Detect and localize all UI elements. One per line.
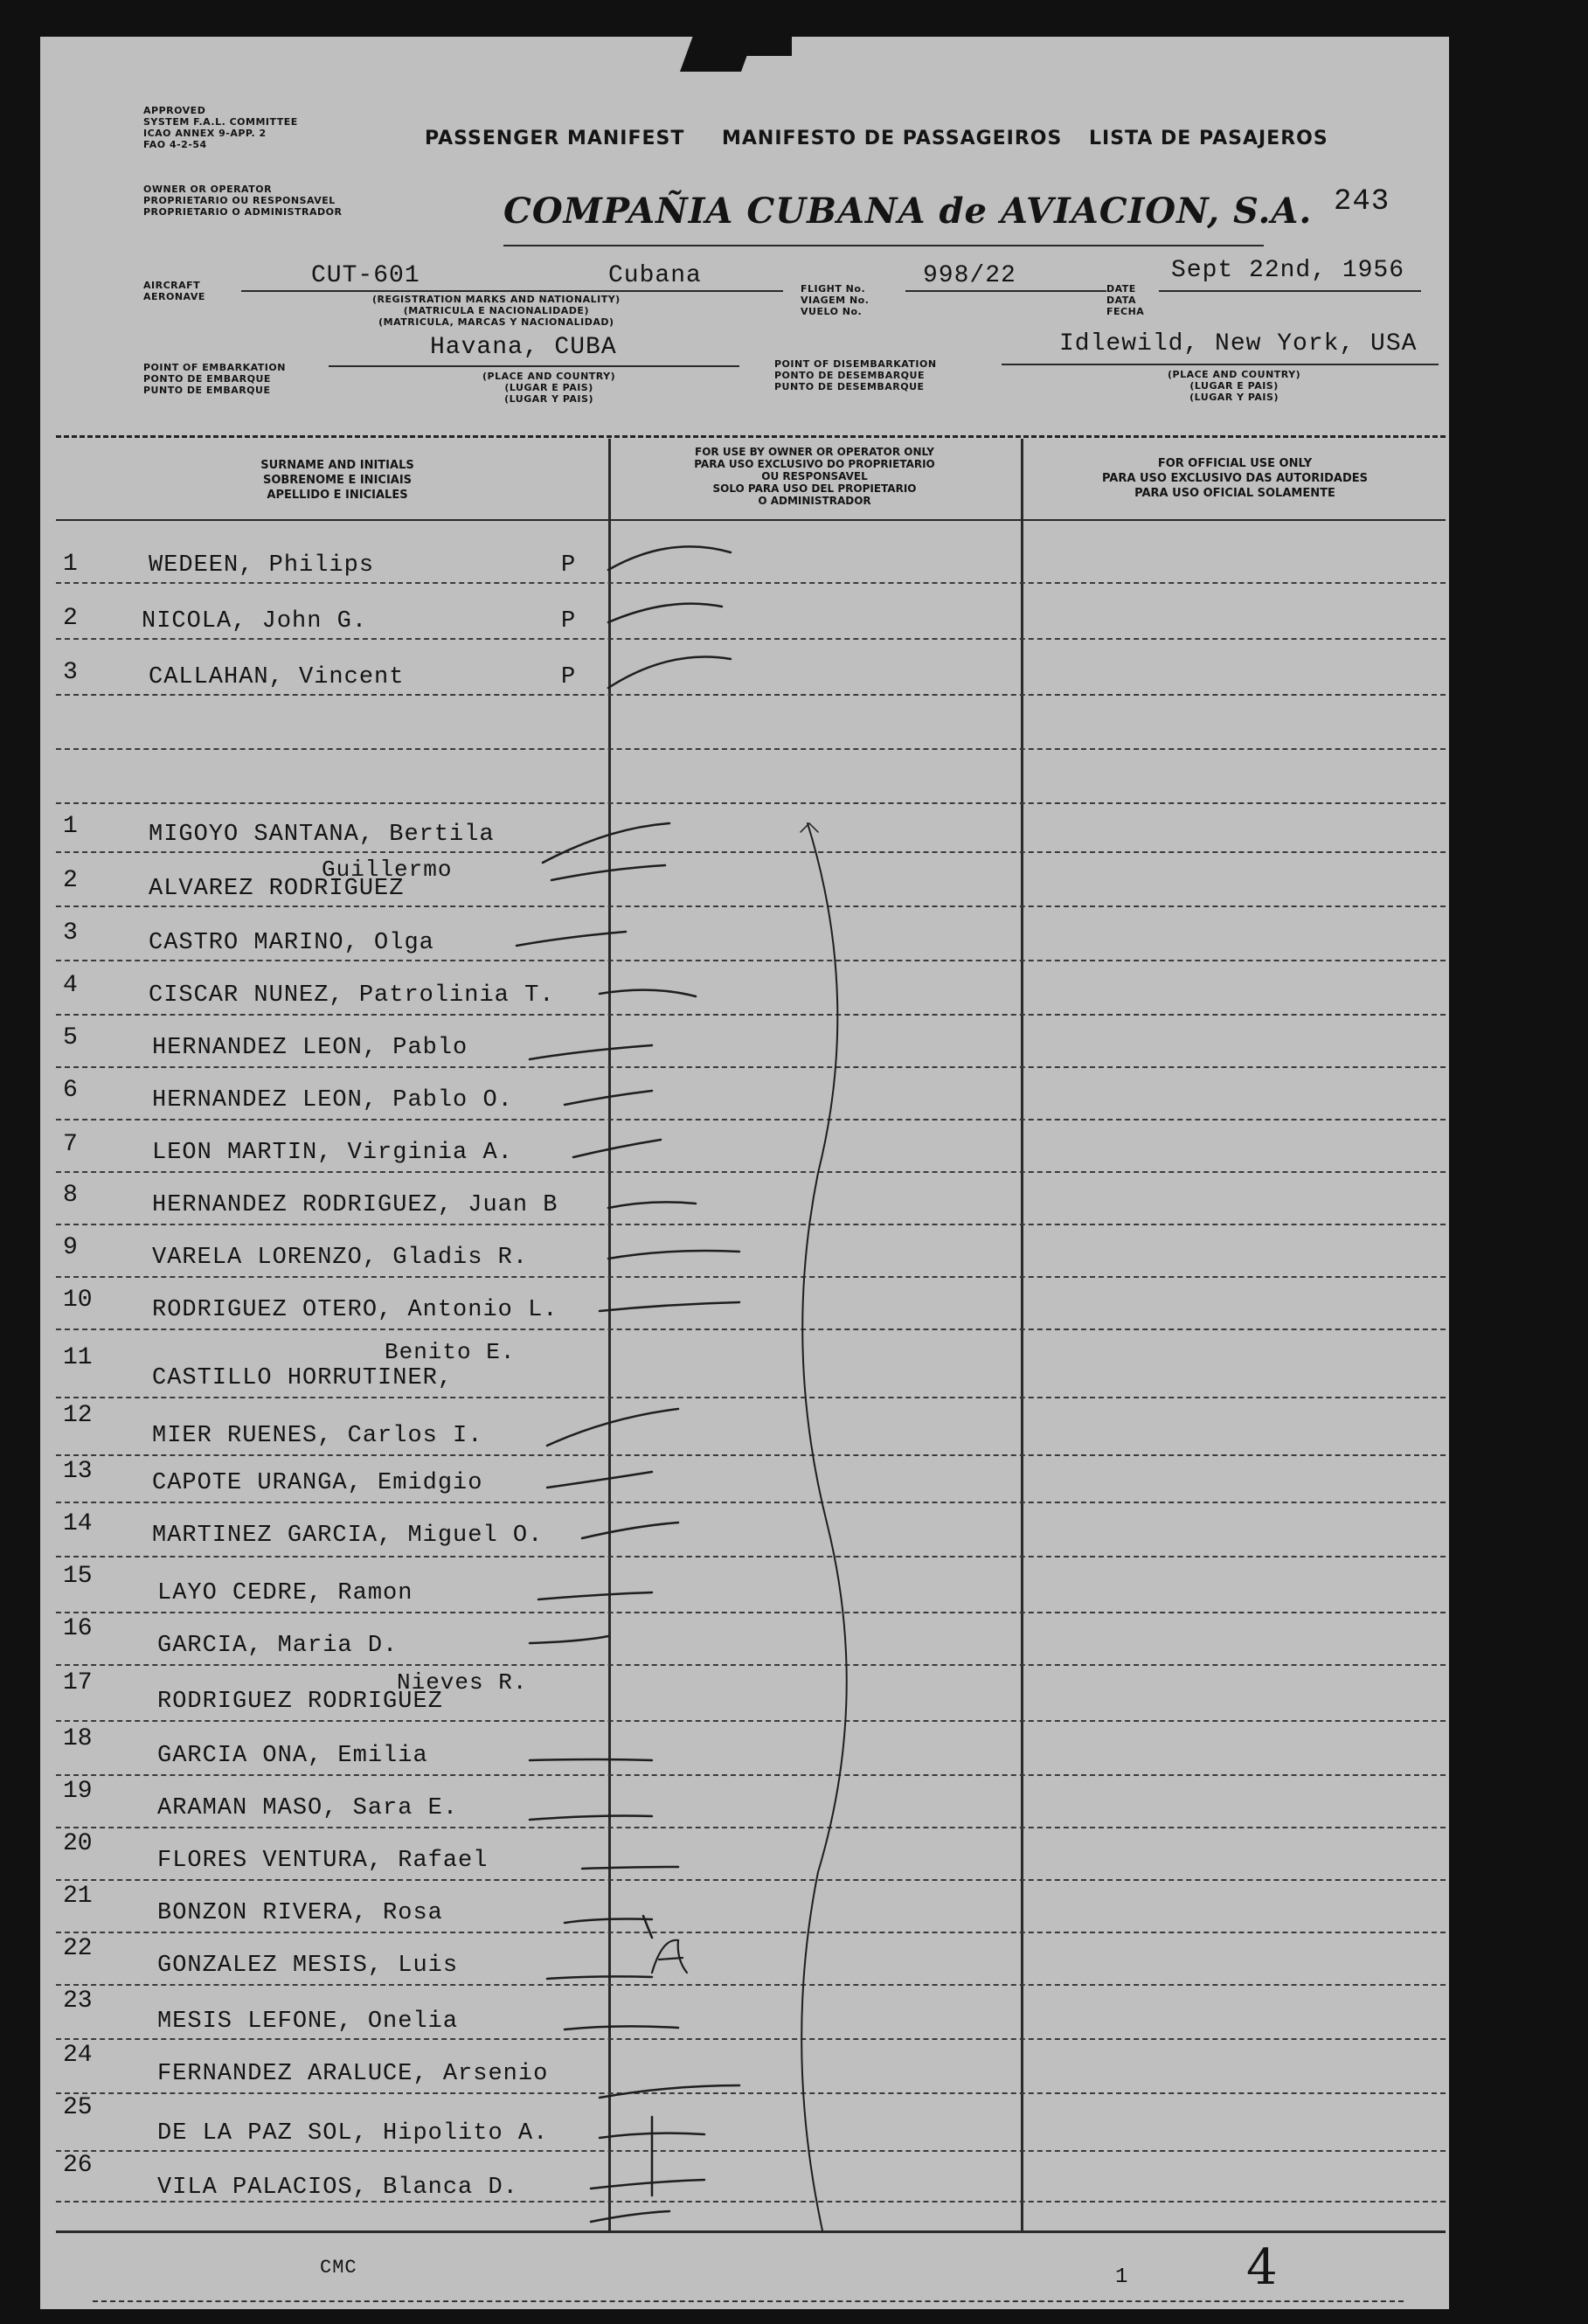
passenger-name: FLORES VENTURA, Rafael	[157, 1848, 489, 1874]
passenger-number: 3	[63, 919, 78, 947]
owner-labels: OWNER OR OPERATOR PROPRIETARIO OU RESPONSAVEL PROPRIETARIO O ADMINISTRADOR	[143, 184, 343, 218]
crew-name: WEDEEN, Philips	[149, 552, 375, 579]
passenger-name: CAPOTE URANGA, Emidgio	[152, 1470, 483, 1496]
passenger-name: CASTRO MARINO, Olga	[149, 930, 434, 956]
passenger-number: 24	[63, 2042, 93, 2069]
passenger-number: 23	[63, 1988, 93, 2015]
crew-code: P	[561, 608, 576, 635]
passenger-number: 10	[63, 1287, 93, 1314]
passenger-number: 2	[63, 867, 78, 894]
page-number: 243	[1334, 185, 1390, 219]
disembarkation-labels: POINT OF DISEMBARKATION PONTO DE DESEMBARQUE PUNTO DE DESEMBARQUE	[774, 358, 937, 392]
flight-labels: FLIGHT No. VIAGEM No. VUELO No.	[801, 283, 870, 317]
passenger-name: MIGOYO SANTANA, Bertila	[149, 822, 495, 848]
passenger-number: 17	[63, 1669, 93, 1696]
flight-date: Sept 22nd, 1956	[1171, 257, 1405, 284]
passenger-name: HERNANDEZ LEON, Pablo O.	[152, 1087, 513, 1113]
crew-code: P	[561, 552, 576, 579]
passenger-number: 4	[63, 972, 78, 999]
passenger-name: FERNANDEZ ARALUCE, Arsenio	[157, 2061, 549, 2087]
passenger-number: 1	[63, 813, 78, 840]
passenger-name: ALVAREZ RODRIGUEZ	[149, 876, 405, 902]
passenger-name: RODRIGUEZ OTERO, Antonio L.	[152, 1297, 558, 1323]
manifest-page	[40, 37, 1449, 2309]
passenger-number: 15	[63, 1563, 93, 1590]
crew-number: 1	[63, 551, 78, 578]
passenger-number: 20	[63, 1830, 93, 1857]
passenger-number: 12	[63, 1402, 93, 1429]
passenger-name: VILA PALACIOS, Blanca D.	[157, 2175, 518, 2201]
passenger-name: HERNANDEZ RODRIGUEZ, Juan B	[152, 1192, 558, 1218]
footer-initials: CMC	[320, 2257, 357, 2279]
passenger-name: CASTILLO HORRUTINER,	[152, 1365, 454, 1391]
aircraft-registration: CUT-601	[311, 262, 420, 289]
airline-logo: COMPAÑIA CUBANA de AVIACION, S.A.	[503, 191, 1313, 232]
passenger-number: 25	[63, 2094, 93, 2121]
passenger-name: MIER RUENES, Carlos I.	[152, 1423, 483, 1449]
passenger-number: 18	[63, 1725, 93, 1752]
disembarkation-sublabels: (PLACE AND COUNTRY) (LUGAR E PAIS) (LUGAR Y PAIS)	[1168, 369, 1301, 403]
passenger-number: 22	[63, 1935, 93, 1962]
passenger-number: 16	[63, 1615, 93, 1642]
passenger-number: 8	[63, 1182, 78, 1209]
header-en: PASSENGER MANIFEST	[425, 128, 685, 149]
embarkation-sublabels: (PLACE AND COUNTRY) (LUGAR E PAIS) (LUGAR Y PAIS)	[482, 371, 616, 405]
date-labels: DATE DATA FECHA	[1106, 283, 1145, 317]
flight-number: 998/22	[923, 262, 1016, 289]
passenger-number: 14	[63, 1510, 93, 1537]
column-header-official: FOR OFFICIAL USE ONLY PARA USO EXCLUSIVO DAS AUTORIDADES PARA USO OFICIAL SOLAMENTE	[1101, 457, 1369, 500]
aircraft-nationality: Cubana	[608, 262, 702, 289]
passenger-name: LEON MARTIN, Virginia A.	[152, 1140, 513, 1166]
passenger-name: GONZALEZ MESIS, Luis	[157, 1953, 459, 1979]
approval-block: APPROVED SYSTEM F.A.L. COMMITTEE ICAO ANNEX 9-APP. 2 FAO 4-2-54	[143, 105, 298, 150]
passenger-name: GARCIA, Maria D.	[157, 1633, 399, 1659]
passenger-name: BONZON RIVERA, Rosa	[157, 1900, 443, 1926]
passenger-name: MARTINEZ GARCIA, Miguel O.	[152, 1523, 544, 1549]
footer-handwritten-number: 4	[1246, 2239, 1279, 2296]
passenger-number: 13	[63, 1458, 93, 1485]
passenger-number: 11	[63, 1344, 93, 1371]
passenger-number: 26	[63, 2152, 93, 2179]
passenger-name-above: Benito E.	[385, 1339, 516, 1365]
passenger-name: HERNANDEZ LEON, Pablo	[152, 1035, 468, 1061]
crew-name: CALLAHAN, Vincent	[149, 664, 405, 690]
column-header-owner-use: FOR USE BY OWNER OR OPERATOR ONLY PARA USO EXCLUSIVO DO PROPRIETARIO OU RESPONSAVEL SOLO PARA USO DEL PROPIETARIO O ADMINISTRADOR	[694, 446, 935, 507]
passenger-name: DE LA PAZ SOL, Hipolito A.	[157, 2120, 549, 2147]
passenger-number: 6	[63, 1077, 78, 1104]
aircraft-sublabels: (REGISTRATION MARKS AND NATIONALITY) (MATRICULA E NACIONALIDADE) (MATRICULA, MARCAS Y NACIONALIDAD)	[372, 294, 621, 328]
handwritten-marks	[40, 37, 1449, 2309]
disembarkation-place: Idlewild, New York, USA	[1059, 330, 1418, 357]
aircraft-labels: AIRCRAFT AERONAVE	[143, 280, 205, 302]
embarkation-place: Havana, CUBA	[430, 334, 617, 361]
crew-number: 3	[63, 659, 78, 686]
crew-number: 2	[63, 605, 78, 632]
passenger-name: LAYO CEDRE, Ramon	[157, 1580, 413, 1606]
passenger-name: ARAMAN MASO, Sara E.	[157, 1795, 459, 1821]
crew-code: P	[561, 664, 576, 690]
header-pt: MANIFESTO DE PASSAGEIROS	[722, 128, 1063, 149]
passenger-name: MESIS LEFONE, Onelia	[157, 2008, 459, 2035]
passenger-number: 5	[63, 1024, 78, 1051]
passenger-name: VARELA LORENZO, Gladis R.	[152, 1245, 529, 1271]
footer-rule	[93, 2300, 1404, 2304]
passenger-number: 19	[63, 1778, 93, 1805]
passenger-name-above: Guillermo	[322, 857, 453, 883]
passenger-name: RODRIGUEZ RODRIGUEZ	[157, 1689, 443, 1715]
passenger-number: 9	[63, 1234, 78, 1261]
embarkation-labels: POINT OF EMBARKATION PONTO DE EMBARQUE PUNTO DE EMBARQUE	[143, 362, 286, 396]
passenger-name: GARCIA ONA, Emilia	[157, 1743, 428, 1769]
passenger-number: 7	[63, 1131, 78, 1158]
passenger-name-above: Nieves R.	[397, 1669, 528, 1696]
passenger-number: 21	[63, 1883, 93, 1910]
column-header-name: SURNAME AND INITIALS SOBRENOME E INICIAIS APELLIDO E INICIALES	[260, 459, 414, 502]
passenger-name: CISCAR NUNEZ, Patrolinia T.	[149, 982, 555, 1009]
footer-page: 1	[1115, 2265, 1129, 2289]
crew-name: NICOLA, John G.	[142, 608, 368, 635]
header-es: LISTA DE PASAJEROS	[1089, 128, 1328, 149]
